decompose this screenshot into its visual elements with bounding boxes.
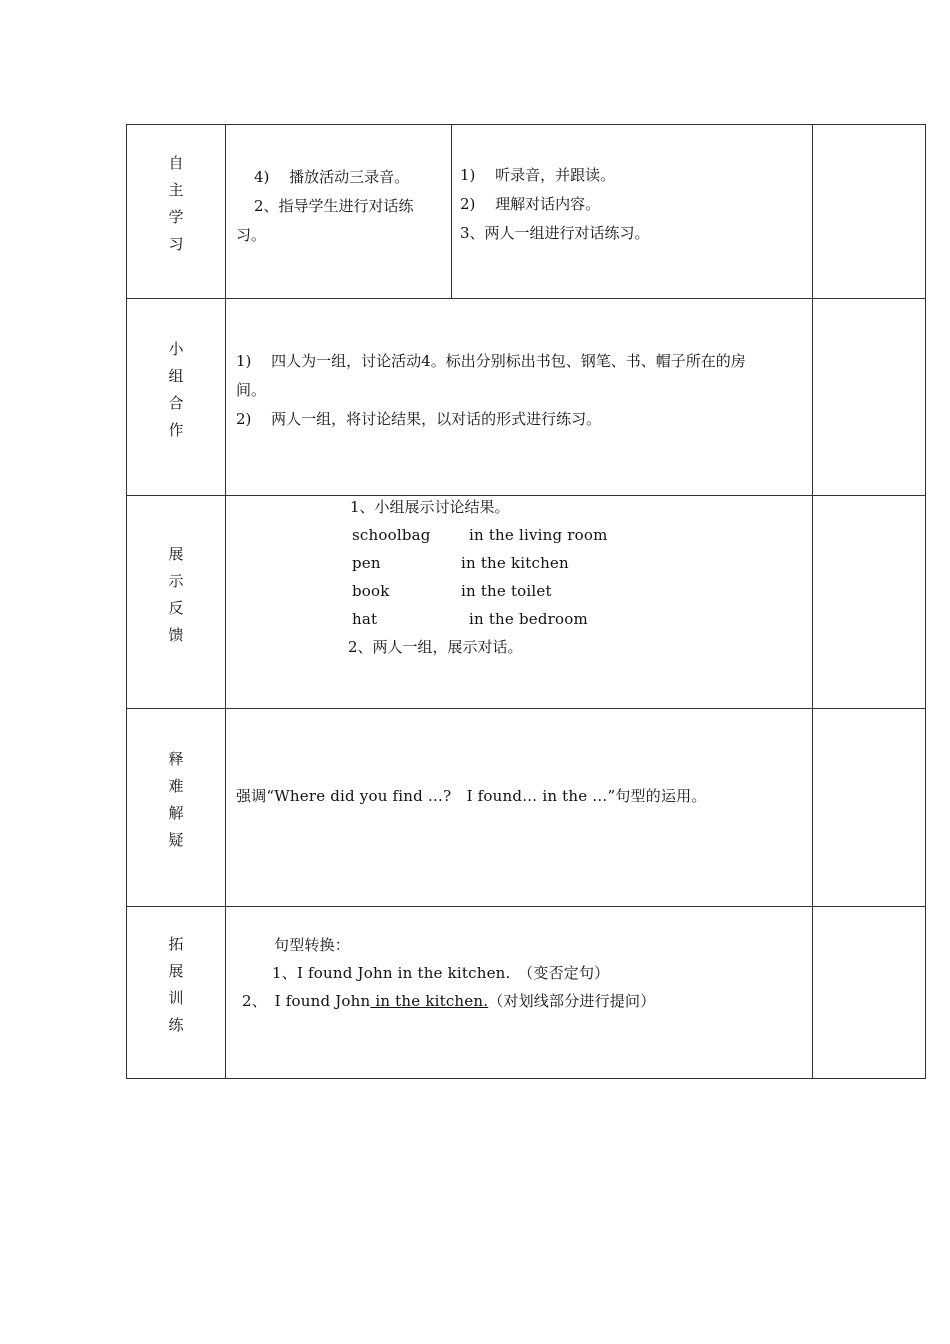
object-name: book <box>352 582 390 600</box>
object-name: schoolbag <box>352 526 431 544</box>
text-line: 强调“Where did you find …? I found… in the …”句型的运用。 <box>236 787 707 805</box>
text-line <box>226 987 812 1015</box>
label-cell-group-work <box>127 299 226 496</box>
row-clarification <box>127 709 926 907</box>
text-line: 4) 播放活动三录音。 <box>254 168 410 186</box>
label-char: 疑 <box>168 831 184 849</box>
text-line: 1、I found John in the kitchen. （变否定句） <box>272 964 610 982</box>
room-name: in the bedroom <box>469 610 588 628</box>
label-char: 展 <box>168 545 184 563</box>
label-cell-presentation <box>127 496 226 709</box>
room-name: in the kitchen <box>461 554 569 572</box>
text-line: 1、小组展示讨论结果。 <box>350 498 510 516</box>
text-line: 1) 听录音，并跟读。 <box>460 166 616 184</box>
label-char: 馈 <box>168 626 184 644</box>
label-char: 示 <box>168 572 184 590</box>
teacher-activity-cell <box>226 125 452 299</box>
group-work-content <box>236 347 812 434</box>
text-line: 1) 四人为一组，讨论活动4。标出分别标出书包、钢笔、书、帽子所在的房 <box>236 352 746 370</box>
row-extension <box>127 907 926 1079</box>
label-char: 作 <box>168 421 184 439</box>
label-cell-extension <box>127 907 226 1079</box>
object-name: hat <box>352 610 378 628</box>
row-label <box>127 541 225 649</box>
sentence-instruction: （对划线部分进行提问） <box>488 992 656 1010</box>
label-char: 习 <box>168 235 184 253</box>
notes-cell <box>813 496 926 709</box>
label-char: 展 <box>168 962 184 980</box>
extension-content <box>226 931 812 1015</box>
label-char: 主 <box>168 181 184 199</box>
label-char: 难 <box>168 777 184 795</box>
text-line: 句型转换： <box>274 936 351 954</box>
label-char: 合 <box>168 394 184 412</box>
presentation-content-cell <box>226 496 813 709</box>
text-line: 2) 理解对话内容。 <box>460 195 601 213</box>
label-cell-self-study <box>127 125 226 299</box>
extension-content-cell <box>226 907 813 1079</box>
row-presentation <box>127 496 926 709</box>
label-char: 自 <box>168 154 184 172</box>
student-activity-cell <box>452 125 813 299</box>
clarification-content <box>236 782 812 811</box>
notes-cell <box>813 907 926 1079</box>
notes-cell <box>813 299 926 496</box>
label-char: 练 <box>168 1016 184 1034</box>
label-char: 反 <box>168 599 184 617</box>
row-label <box>127 746 225 854</box>
text-line: 2、两人一组，展示对话。 <box>348 638 523 656</box>
text-line: 习。 <box>236 226 267 244</box>
row-group-work <box>127 299 926 496</box>
object-name: pen <box>352 554 381 572</box>
label-char: 拓 <box>168 935 184 953</box>
label-char: 小 <box>168 340 184 358</box>
row-self-study <box>127 125 926 299</box>
text-line: 3、两人一组进行对话练习。 <box>460 224 650 242</box>
label-char: 学 <box>168 208 184 226</box>
group-work-content-cell <box>226 299 813 496</box>
text-line: 间。 <box>236 381 267 399</box>
label-char: 解 <box>168 804 184 822</box>
sentence-prefix: 2、 I found John <box>242 992 371 1010</box>
clarification-content-cell <box>226 709 813 907</box>
notes-cell <box>813 125 926 299</box>
text-line: 2) 两人一组，将讨论结果，以对话的形式进行练习。 <box>236 410 602 428</box>
label-char: 训 <box>168 989 184 1007</box>
presentation-content <box>226 493 812 661</box>
text-line: 2、指导学生进行对话练 <box>254 197 414 215</box>
room-list <box>226 521 812 633</box>
row-label <box>127 336 225 444</box>
student-activity <box>460 161 812 248</box>
room-name: in the living room <box>469 526 608 544</box>
teacher-activity <box>236 163 445 250</box>
row-label <box>127 150 225 258</box>
row-label <box>127 931 225 1039</box>
label-char: 释 <box>168 750 184 768</box>
label-char: 组 <box>168 367 184 385</box>
underlined-phrase: in the kitchen. <box>370 992 489 1010</box>
notes-cell <box>813 709 926 907</box>
lesson-plan-table <box>126 124 926 1079</box>
label-cell-clarification <box>127 709 226 907</box>
room-name: in the toilet <box>461 582 552 600</box>
